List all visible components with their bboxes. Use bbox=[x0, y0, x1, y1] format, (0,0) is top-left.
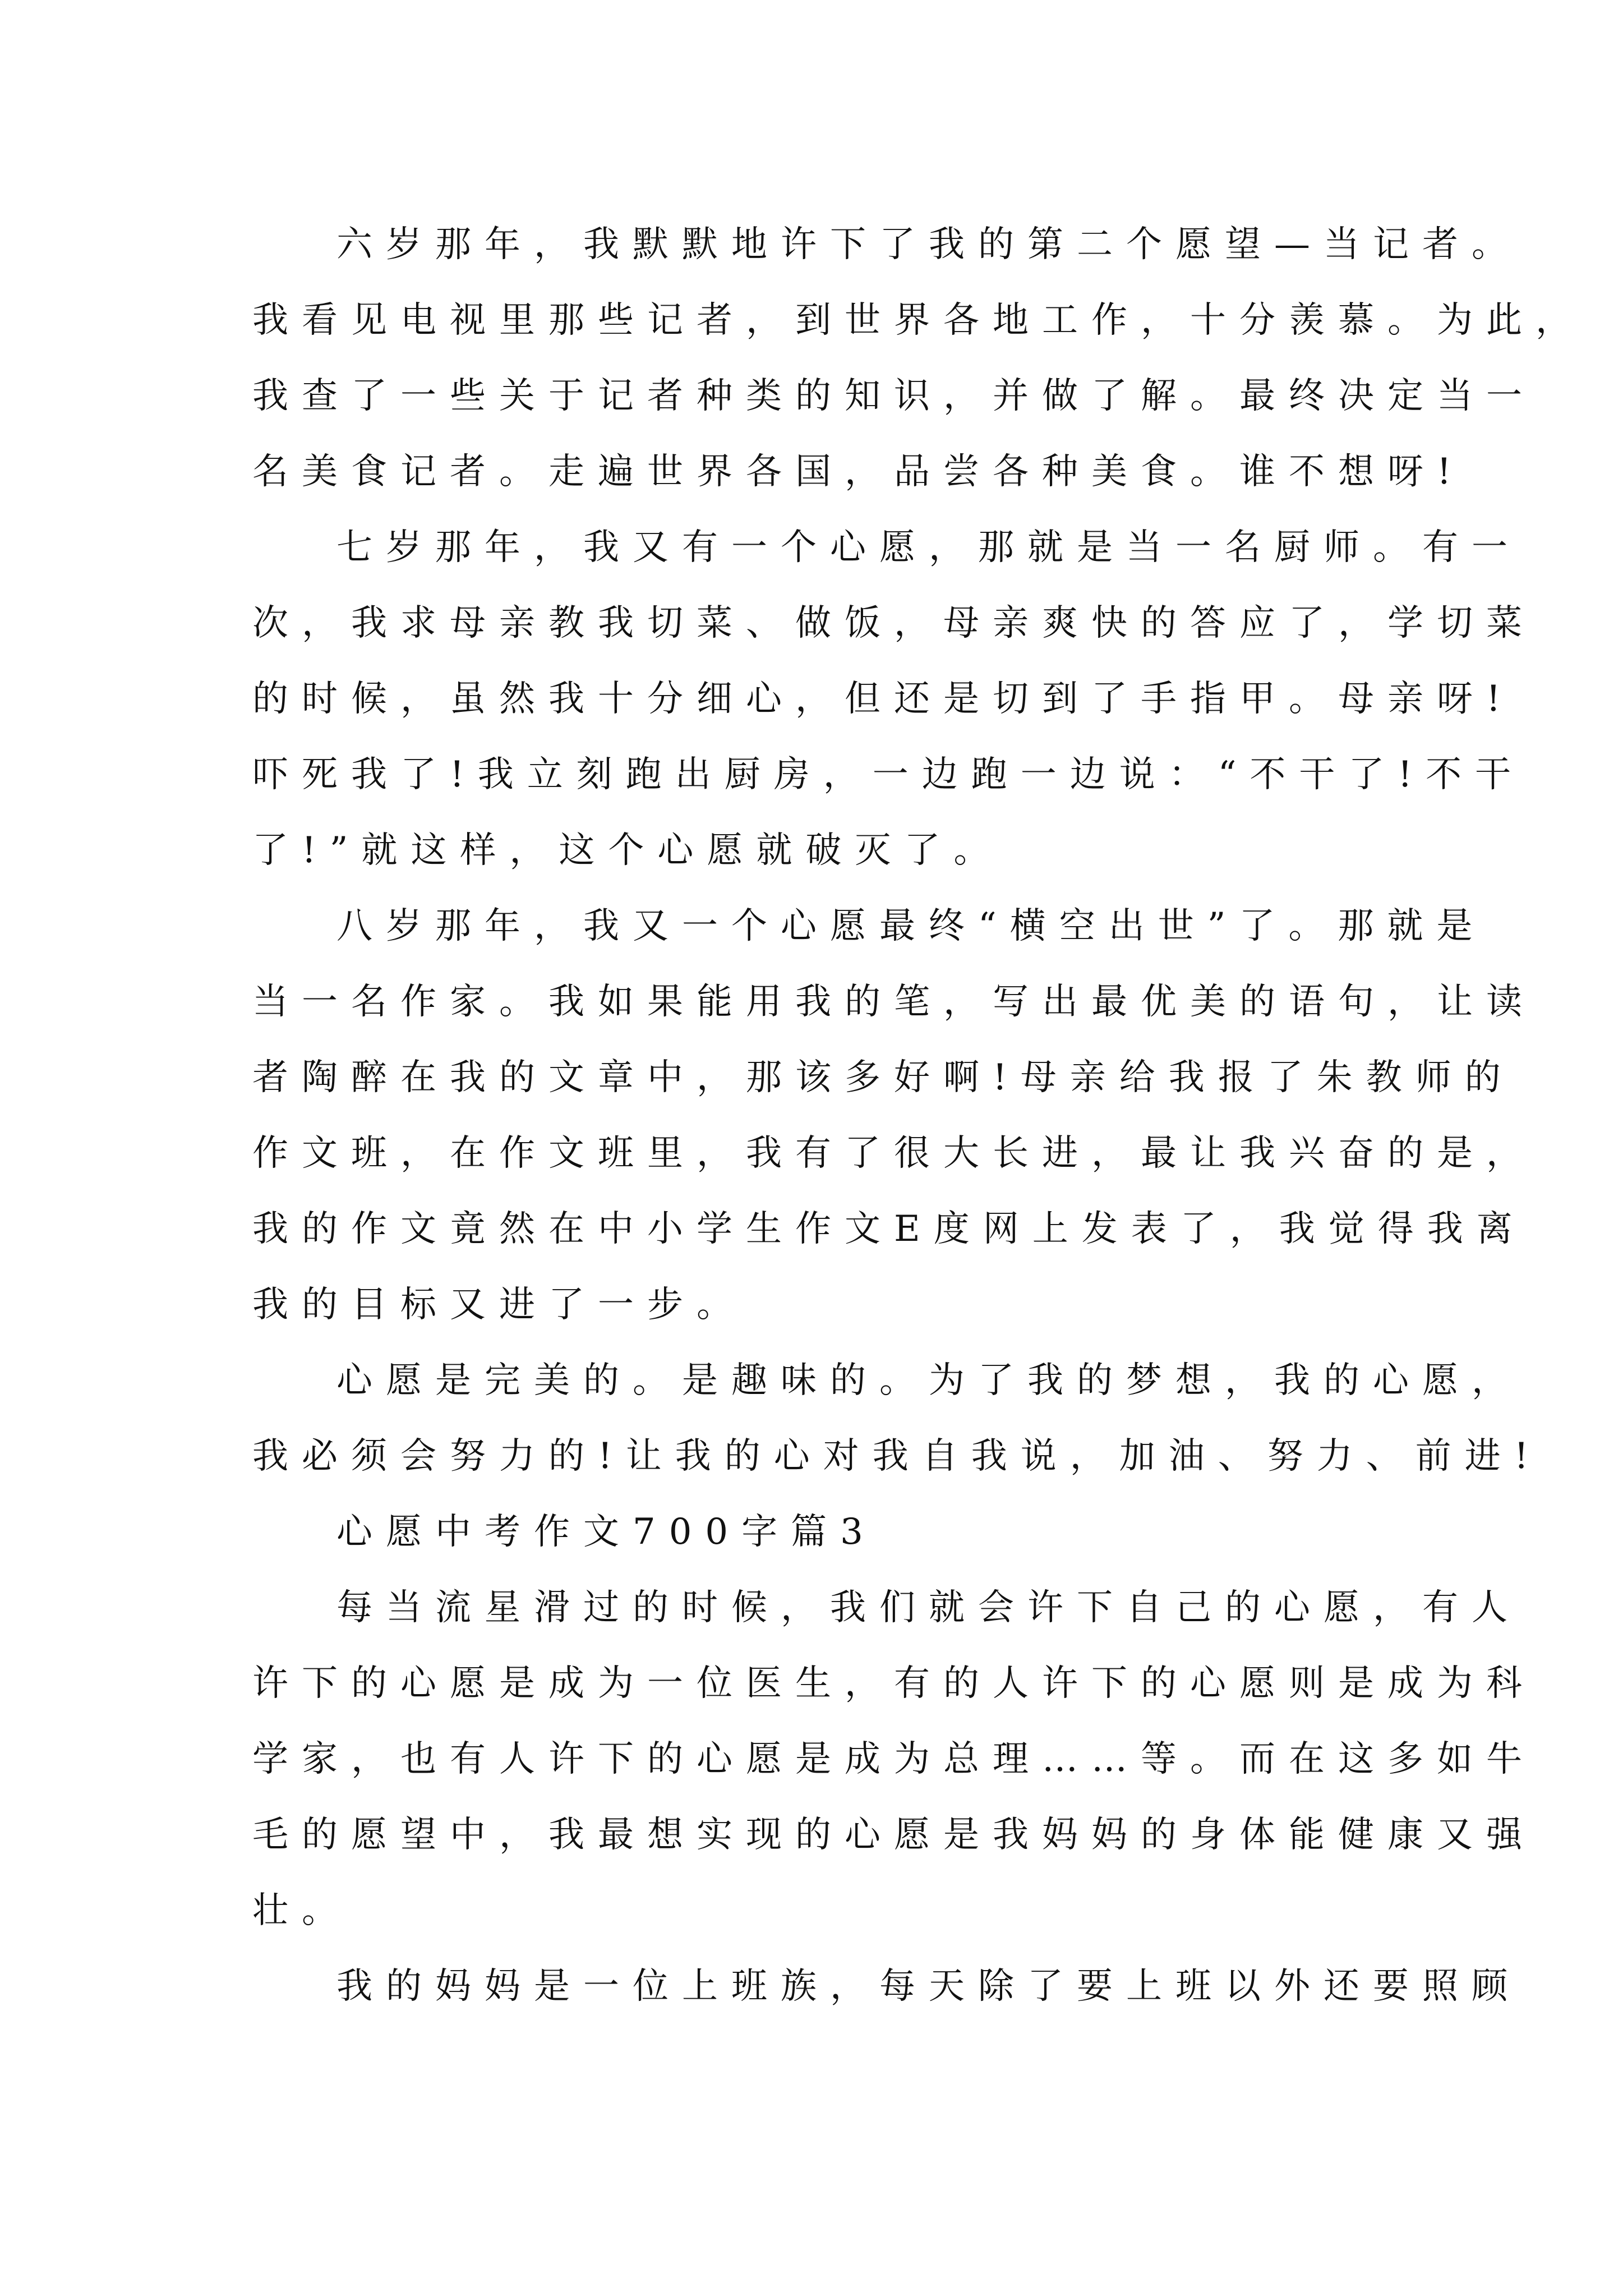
text-line: 作文班，在作文班里，我有了很大长进，最让我兴奋的是， bbox=[252, 1133, 1536, 1174]
text-line: 当一名作家。我如果能用我的笔，写出最优美的语句，让读 bbox=[252, 981, 1536, 1023]
text-line: 吓死我了!我立刻跑出厨房，一边跑一边说：“不干了!不干 bbox=[252, 754, 1525, 795]
text-line: 七岁那年，我又有一个心愿，那就是当一名厨师。有一 bbox=[336, 527, 1521, 568]
text-line: 了!”就这样，这个心愿就破灭了。 bbox=[252, 830, 1003, 871]
text-line: 我查了一些关于记者种类的知识，并做了解。最终决定当一 bbox=[252, 375, 1536, 417]
text-line: 的时候，虽然我十分细心，但还是切到了手指甲。母亲呀! bbox=[252, 678, 1514, 720]
text-line: 我的妈妈是一位上班族，每天除了要上班以外还要照顾 bbox=[336, 1966, 1521, 2007]
section-heading: 心愿中考作文700字篇3 bbox=[336, 1511, 877, 1553]
text-line: 心愿是完美的。是趣味的。为了我的梦想，我的心愿， bbox=[336, 1360, 1521, 1401]
text-line: 六岁那年，我默默地许下了我的第二个愿望—当记者。 bbox=[336, 224, 1521, 265]
text-line: 者陶醉在我的文章中，那该多好啊!母亲给我报了朱教师的 bbox=[252, 1057, 1514, 1098]
text-line: 我的作文竟然在中小学生作文E度网上发表了，我觉得我离 bbox=[252, 1208, 1526, 1250]
text-line: 壮。 bbox=[252, 1890, 351, 1931]
text-line: 八岁那年，我又一个心愿最终“横空出世”了。那就是 bbox=[336, 905, 1486, 947]
text-line: 我必须会努力的!让我的心对我自我说，加油、努力、前进! bbox=[252, 1435, 1542, 1477]
text-line: 名美食记者。走遍世界各国，品尝各种美食。谁不想呀! bbox=[252, 451, 1465, 493]
text-line: 毛的愿望中，我最想实现的心愿是我妈妈的身体能健康又强 bbox=[252, 1814, 1536, 1856]
text-line: 我看见电视里那些记者，到世界各地工作，十分羡慕。为此， bbox=[252, 300, 1585, 341]
text-line: 每当流星滑过的时候，我们就会许下自己的心愿，有人 bbox=[336, 1587, 1521, 1628]
text-line: 学家，也有人许下的心愿是成为总理……等。而在这多如牛 bbox=[252, 1738, 1536, 1780]
text-line: 次，我求母亲教我切菜、做饭，母亲爽快的答应了，学切菜 bbox=[252, 602, 1536, 644]
text-line: 我的目标又进了一步。 bbox=[252, 1284, 746, 1326]
text-line: 许下的心愿是成为一位医生，有的人许下的心愿则是成为科 bbox=[252, 1663, 1536, 1704]
